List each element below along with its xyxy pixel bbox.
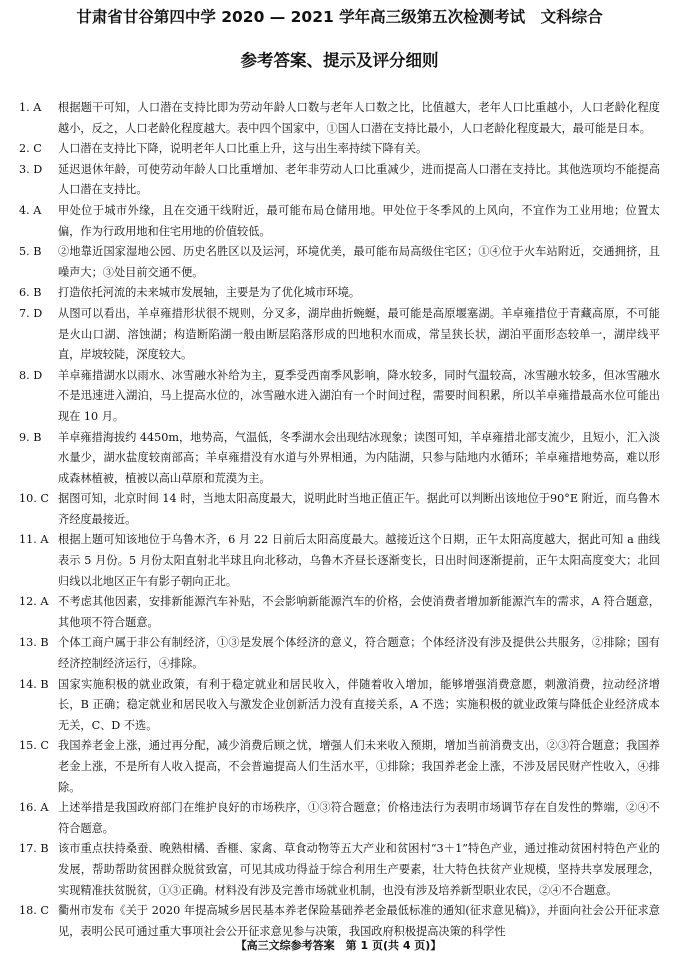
answer-number: 7. D [19,306,43,320]
answer-number: 4. A [19,203,42,217]
page-footer: 【高三文综参考答案 第 1 页(共 4 页)】 [235,939,442,952]
answer-explanation: 甲处位于城市外缘，且在交通干线附近，最可能布局仓储用地。甲处位于冬季风的上风向，不宜作为工业用地；位置太偏，作为行政用地和住宅用地的价值较低。 [58,203,660,238]
answer-number: 8. D [19,368,43,382]
answer-number: 6. B [19,286,42,300]
answer-number: 9. B [19,430,42,444]
answer-number: 2. C [19,142,42,156]
answer-number: 1. A [19,101,42,114]
answer-number: 17. B [19,842,49,856]
answer-number: 5. B [19,245,42,259]
answer-explanation: 根据题干可知，人口潜在支持比即为劳动年龄人口数与老年人口数之比，比值越大，老年人口比重越小，人口老龄化程度越小，反之，人口老龄化程度越大。表中四个国家中，①国人口潜在支持比最小，人口老龄化程度最大，最可能是日本。 [58,101,660,135]
answer-item [19,242,660,283]
answer-number: 18. C [19,904,49,918]
answer-explanation: 根据上题可知该地位于乌鲁木齐，6 月 22 日前后太阳高度最大。越接近这个日期，正午太阳高度越大，据此可知 a 曲线表示 5 月份。5 月份太阳直射北半球且向北移动，乌鲁木齐昼长逐渐变长，日出时间逐渐提前，正午太阳高度变大；北回归线以北地区正午有影子朝向正北。 [58,533,660,588]
answer-item [19,839,660,901]
answer-item [19,283,660,304]
answer-item [19,530,660,592]
answer-number: 10. C [19,492,49,506]
answer-number: 16. A [19,801,49,815]
answer-list [19,98,660,942]
answer-explanation: 延迟退休年龄，可使劳动年龄人口比重增加、老年非劳动人口比重减少，进而提高人口潜在支持比。其他选项均不能提高人口潜在支持比。 [58,162,660,197]
answer-explanation: 从图可以看出，羊卓雍措形状很不规则，分叉多，湖岸曲折蜿蜒，最可能是高原堰塞湖。羊卓雍措位于青藏高原，不可能是火山口湖、溶蚀湖；构造断陷湖一般由断层陷落形成的凹地积水而成，常呈狭长状，湖泊平面形态较单一，湖岸线平直，岸坡较陡，深度较大。 [58,306,660,362]
exam-title: 甘肃省甘谷第四中学 2020 — 2021 学年高三级第五次检测考试 文科综合 [76,8,603,26]
answer-number: 12. A [19,595,49,609]
answer-item [19,201,660,242]
answer-explanation: 该市重点扶持桑蚕、晚熟柑橘、香榧、家禽、草食动物等五大产业和贫困村“3＋1”特色产业，通过推动贫困村特色产业的发展，帮助帮助贫困群众脱贫致富，可见其成功得益于综合利用生产要素，壮大特色扶贫产业规模，坚持共享发展理念，实现精准扶贫脱贫，①③正确。材料没有涉及完善市场就业机制，也没有涉及培养新型职业农民，②④不合题意。 [58,842,660,897]
answer-item [19,98,660,139]
answer-number: 14. B [19,677,49,691]
answer-item [19,592,660,633]
answer-number: 15. C [19,739,49,753]
answer-item [19,428,660,490]
answer-explanation: ②地靠近国家湿地公园、历史名胜区以及运河，环境优美，最可能布局高级住宅区；①④位于火车站附近，交通拥挤，且噪声大；③处目前交通不便。 [58,245,660,279]
answer-number: 3. D [19,162,43,176]
answer-key-subtitle: 参考答案、提示及评分细则 [240,51,439,70]
answer-explanation: 不考虑其他因素，安排新能源汽车补贴，不会影响新能源汽车的价格，会使消费者增加新能源汽车的需求，A 符合题意，其他项不符合题意。 [58,595,660,629]
answer-number: 11. A [19,533,49,547]
answer-item [19,160,660,201]
answer-explanation: 国家实施积极的就业政策，有利于稳定就业和居民收入，伴随着收入增加，能够增强消费意愿，刺激消费，拉动经济增长，B 正确；稳定就业和居民收入与激发企业创新活力没有直接关系，A 不选；实施积极的就业政策与降低企业经济成本无关，C、D 不选。 [58,677,660,732]
answer-item [19,366,660,428]
answer-item [19,798,660,839]
answer-explanation: 羊卓雍措海拔约 4450m，地势高，气温低，冬季湖水会出现结冰现象；读图可知，羊卓雍措北部支流少，且短小，汇入淡水量少，湖水盐度较南部高；羊卓雍措没有水道与外界相通，为内陆湖，只参与陆地内水循环；羊卓雍措地势高，难以形成森林植被，植被以高山草原和荒漠为主。 [58,430,661,485]
answer-item [19,489,660,530]
answer-explanation: 羊卓雍措湖水以雨水、冰雪融水补给为主，夏季受西南季风影响，降水较多，同时气温较高，冰雪融水较多，但冰雪融水不是迅速进入湖泊，马上提高水位的，冰雪融水进入湖泊有一个时间过程，需要时间积累，所以羊卓雍措最高水位可能出现在 10 月。 [58,368,660,423]
answer-explanation: 人口潜在支持比下降，说明老年人口比重上升，这与出生率持续下降有关。 [58,142,428,156]
answer-explanation: 我国养老金上涨，通过再分配，减少消费后顾之忧，增强人们未来收入预期，增加当前消费支出，②③符合题意；我国养老金上涨，不是所有人收入提高，不会普遍提高人们生活水平，①排除；我国养老金上涨，不涉及居民财产性收入，④排除。 [58,739,660,794]
answer-explanation: 上述举措是我国政府部门在维护良好的市场秩序，①③符合题意；价格违法行为表明市场调节存在自发性的弊端，②④不符合题意。 [58,801,660,835]
answer-item [19,675,660,737]
answer-explanation: 打造依托河流的未来城市发展轴，主要是为了优化城市环境。 [58,286,361,300]
answer-item [19,139,660,160]
answer-item [19,633,660,674]
answer-number: 13. B [19,636,49,650]
answer-explanation: 个体工商户属于非公有制经济，①③是发展个体经济的意义，符合题意；个体经济没有涉及提供公共服务，②排除；国有经济控制经济运行，④排除。 [58,636,660,671]
answer-explanation: 据图可知，北京时间 14 时，当地太阳高度最大，说明此时当地正值正午。据此可以判断出该地位于90°E 附近，而乌鲁木齐经度最接近。 [58,492,660,526]
answer-item [19,304,660,366]
answer-item [19,736,660,798]
answer-explanation: 衢州市发布《关于 2020 年提高城乡居民基本养老保险基础养老金最低标准的通知(征求意见稿)》，并面向社会公开征求意见，表明公民可通过重大事项社会公开征求意见参与决策，我国政府积极提高决策的科学性 [58,904,660,938]
